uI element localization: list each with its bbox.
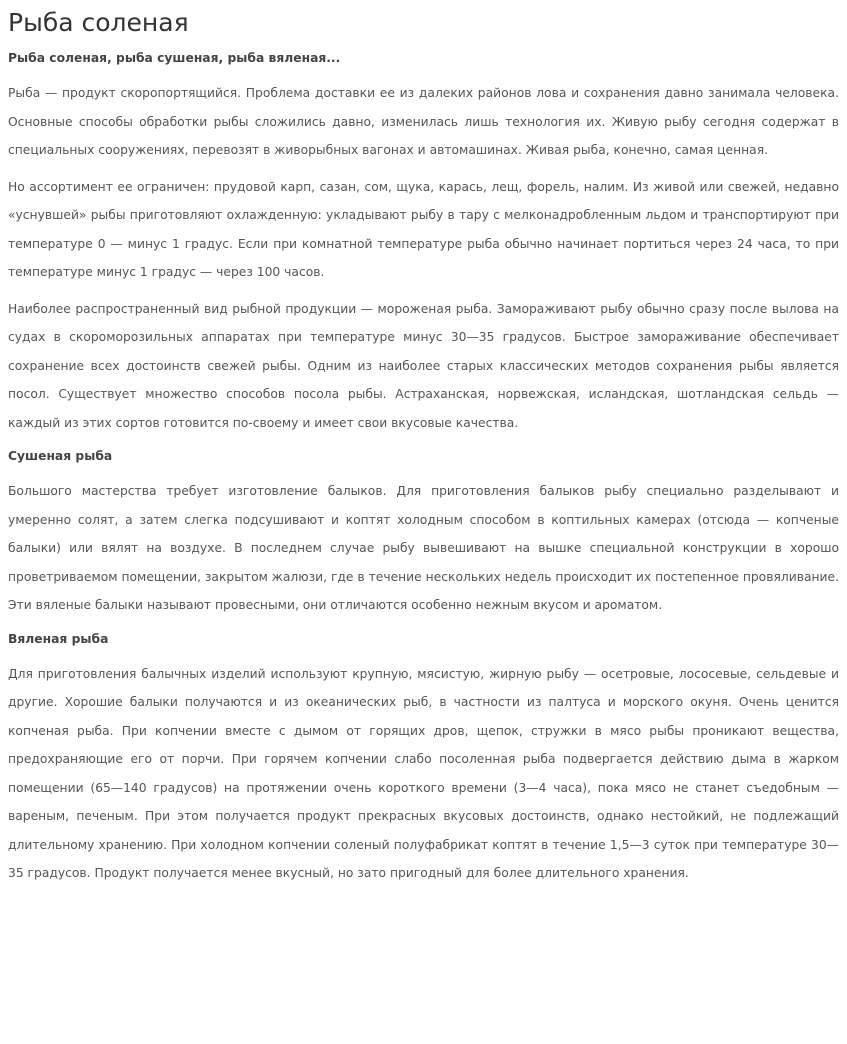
page-title: Рыба соленая xyxy=(8,8,189,37)
section-heading-cured: Вяленая рыба xyxy=(8,631,109,646)
paragraph-frozen: Наиболее распространенный вид рыбной продукции — мороженая рыба. Замораживают рыбу обычно сразу после вылова на судах в скороморозильных аппаратах при температуре минус 30—35 градусов. Быстрое замораживание обеспечивает сохранение всех достоинств свежей рыбы. Одним из наиболее старых классических методов сохранения рыбы является посол. Существует множество способов посола рыбы. Астраханская, норвежская, исландская, шотландская сельдь — каждый из этих сортов готовится по-своему и имеет свои вкусовые качества. xyxy=(8,301,839,430)
section-heading-dried: Сушеная рыба xyxy=(8,449,113,463)
article-lead: Рыба соленая, рыба сушеная, рыба вяленая... xyxy=(8,51,341,65)
paragraph-dried: Большого мастерства требует изготовление балыков. Для приготовления балыков рыбу специально разделывают и умеренно солят, а затем слегка подсушивают и коптят холодным способом в коптильных камерах (отсюда — копченые балыки) или вялят на воздухе. В последнем случае рыбу вывешивают на вышке специальной конструкции в хорошо проветриваемом помещении, закрытом жалюзи, где в течение нескольких недель происходит их постепенное провяливание. Эти вяленые балыки называют провесными, они отличаются особенно нежным вкусом и ароматом. xyxy=(8,484,839,612)
paragraph-assortment: Но ассортимент ее ограничен: прудовой карп, сазан, сом, щука, карась, лещ, форель, налим. Из живой или свежей, недавно «уснувшей» рыбы приготовляют охлажденную: укладывают рыбу в тару с мелконадробленным льдом и транспортируют при температуре 0 — минус 1 градус. Если при комнатной температуре рыба обычно начинает портиться через 24 часа, то при температуре минус 1 градус — через 100 часов. xyxy=(8,179,839,279)
paragraph-cured: Для приготовления балычных изделий используют крупную, мясистую, жирную рыбу — осетровые, лососевые, сельдевые и другие. Хорошие балыки получаются и из океанических рыб, в частности из палтуса и морского окуня. Очень ценится копченая рыба. При копчении вместе с дымом от горящих дров, щепок, стружки в мясо рыбы проникают вещества, предохраняющие его от порчи. При горячем копчении слабо посоленная рыба подвергается действию дыма в жарком помещении (65—140 градусов) на протяжении очень короткого времени (3—4 часа), пока мясо не станет съедобным — вареным, печеным. При этом получается продукт прекрасных вкусовых достоинств, однако нестойкий, не подлежащий длительному хранению. При холодном копчении соленый полуфабрикат коптят в течение 1,5—3 суток при температуре 30—35 градусов. Продукт получается менее вкусный, но зато пригодный для более длительного хранения. xyxy=(8,666,839,880)
paragraph-intro: Рыба — продукт скоропортящийся. Проблема доставки ее из далеких районов лова и сохранения давно занимала человека. Основные способы обработки рыбы сложились давно, изменилась лишь технология их. Живую рыбу сегодня содержат в специальных сооружениях, перевозят в живорыбных вагонах и автомашинах. Живая рыба, конечно, самая ценная. xyxy=(8,86,839,157)
